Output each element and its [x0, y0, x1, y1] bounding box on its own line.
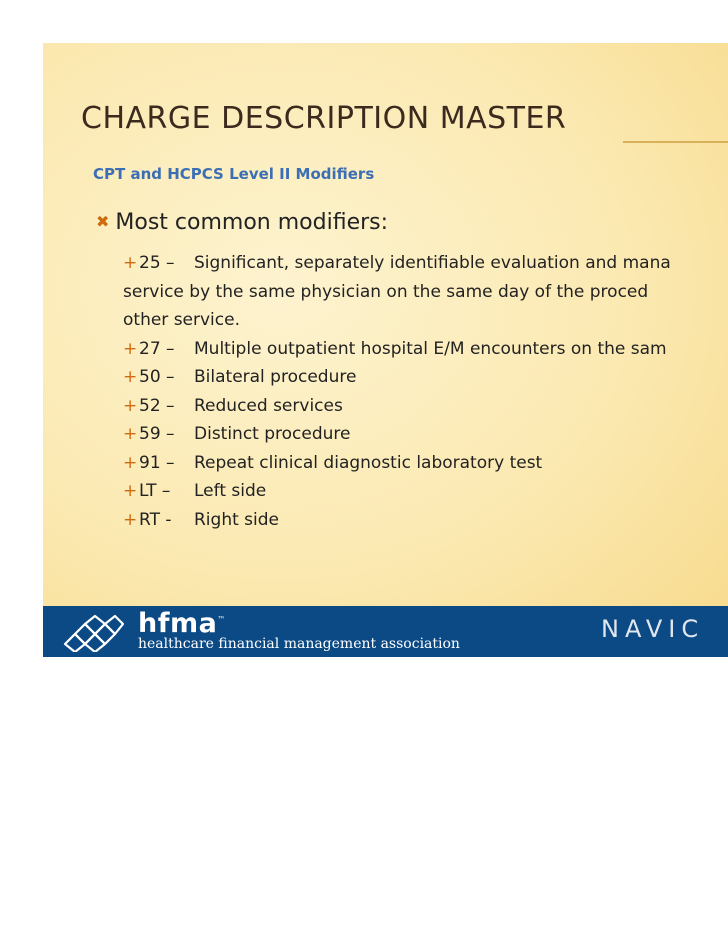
modifier-code: 25 –	[139, 253, 175, 273]
hfma-tagline: healthcare financial management association	[138, 636, 460, 652]
plus-bullet-icon: +	[123, 395, 138, 416]
plus-bullet-icon: +	[123, 424, 138, 444]
plus-bullet-icon: +	[123, 253, 138, 273]
slide-title: CHARGE DESCRIPTION MASTER	[81, 101, 567, 136]
main-bullet	[96, 210, 388, 235]
modifier-item	[123, 449, 671, 478]
modifier-code: RT -	[139, 509, 172, 530]
modifier-code: 59 –	[139, 424, 175, 444]
hfma-logo-word: hfma™	[138, 608, 226, 639]
modifier-code: LT –	[139, 481, 171, 501]
title-rule	[623, 141, 728, 143]
hfma-logo-mark-icon	[61, 614, 127, 652]
modifier-desc: Bilateral procedure	[194, 367, 357, 387]
modifier-item	[123, 363, 671, 392]
modifier-code: 50 –	[139, 367, 175, 387]
modifier-item	[123, 420, 671, 449]
plus-bullet-icon: +	[123, 509, 138, 530]
plus-bullet-icon: +	[123, 452, 138, 473]
modifier-item	[123, 335, 671, 364]
modifier-desc: Multiple outpatient hospital E/M encounters on the sam	[194, 338, 667, 359]
slide	[43, 43, 728, 657]
modifier-desc: Right side	[194, 509, 279, 530]
modifier-item	[123, 249, 671, 278]
modifier-list	[123, 249, 671, 534]
modifier-item	[123, 506, 671, 535]
plus-bullet-icon: +	[123, 338, 138, 359]
plus-bullet-icon: +	[123, 367, 138, 387]
modifier-code: 27 –	[139, 338, 175, 359]
modifier-item	[123, 392, 671, 421]
modifier-code: 91 –	[139, 452, 175, 473]
plus-bullet-icon: +	[123, 481, 138, 501]
partner-logo: NAVIC	[601, 615, 705, 643]
x-bullet-icon: ✖	[96, 212, 110, 231]
modifier-desc: Repeat clinical diagnostic laboratory test	[194, 452, 543, 473]
modifier-desc-continued: service by the same physician on the same day of the proced	[123, 281, 649, 302]
modifier-desc: Reduced services	[194, 395, 343, 416]
footer-banner	[43, 606, 728, 657]
slide-subtitle: CPT and HCPCS Level II Modifiers	[93, 165, 375, 183]
modifier-desc: Left side	[194, 481, 267, 501]
modifier-item	[123, 477, 671, 506]
modifier-code: 52 –	[139, 395, 175, 416]
modifier-desc: Distinct procedure	[194, 424, 351, 444]
main-bullet-text: Most common modifiers:	[115, 210, 389, 235]
modifier-desc: Significant, separately identifiable evaluation and mana	[194, 253, 671, 273]
modifier-desc-continued: other service.	[123, 310, 240, 330]
